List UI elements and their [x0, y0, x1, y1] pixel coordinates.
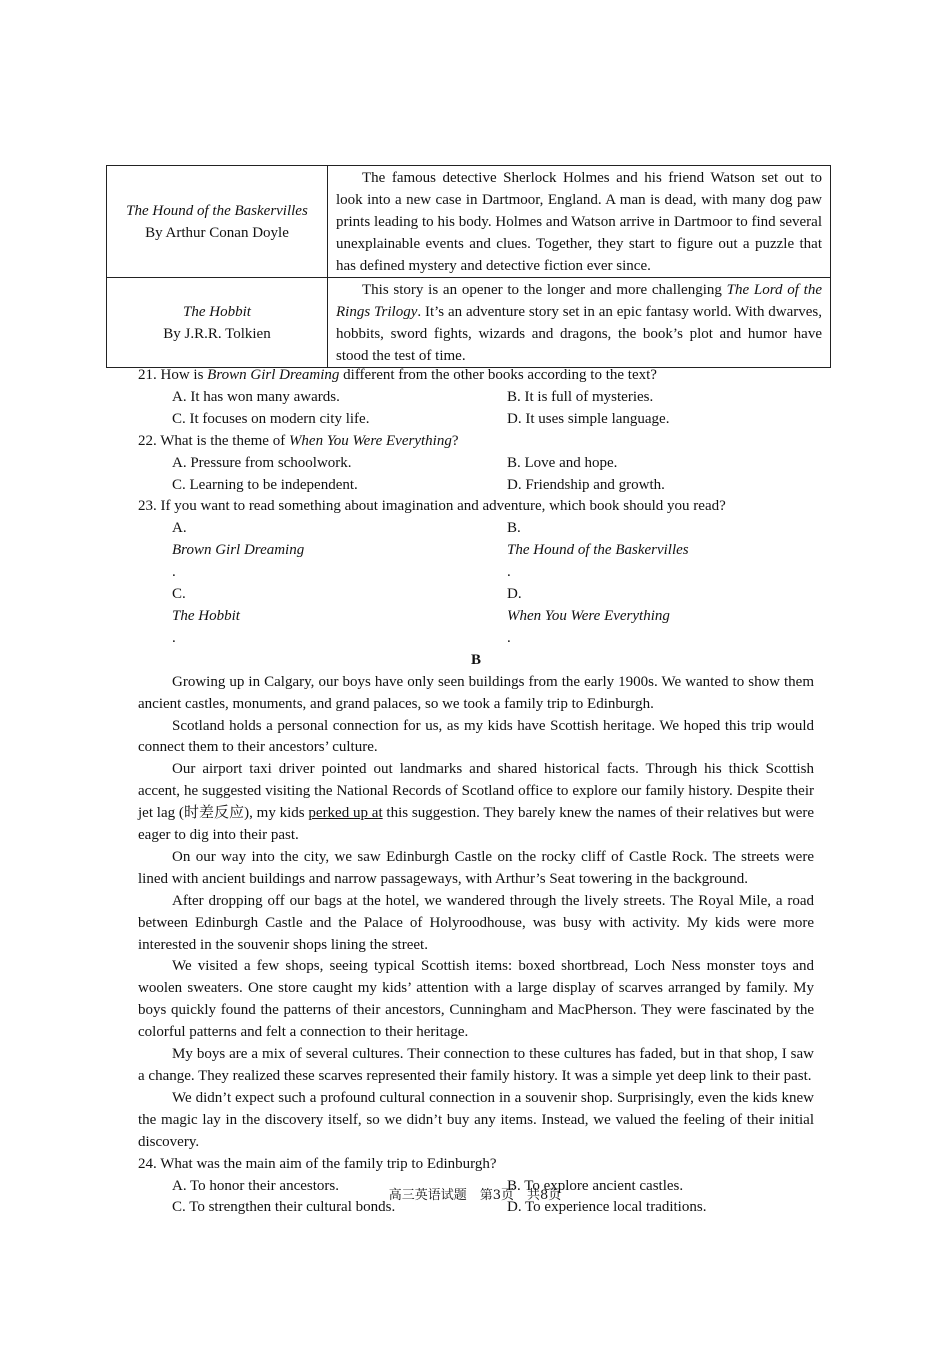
paragraph-part: Our airport taxi driver pointed out landmarks and shared historical facts. Through his thick Scottish accent, he suggested visiting the National Records of Scotland office to explore our family history. Despite their jet lag (时差反应), my kids [138, 761, 814, 822]
book-title-cell [107, 166, 328, 278]
option: B. It is full of mysteries. [507, 388, 654, 405]
option-letter: C. [172, 586, 186, 603]
question-text: different from the other books according to the text? [339, 367, 657, 383]
option: D. Friendship and growth. [507, 476, 665, 493]
description-italic-title: The Lord of the Rings Trilogy [336, 282, 822, 320]
option-end: . [507, 564, 511, 581]
book-table [106, 165, 831, 368]
option-end: . [172, 564, 176, 581]
book-description [328, 278, 831, 368]
passage-paragraph: My boys are a mix of several cultures. Their connection to these cultures has faded, but in that shop, I saw a change. They realized these scarves represented their family history. It was a simple yet deep link to their past. [138, 1046, 814, 1084]
passage-paragraph: Growing up in Calgary, our boys have only seen buildings from the early 1900s. We wanted to show them ancient castles, monuments, and grand palaces, so we took a family trip to Edinburgh. [138, 673, 814, 712]
option: C. To strengthen their cultural bonds. [172, 1199, 396, 1216]
passage-paragraph: We visited a few shops, seeing typical Scottish items: boxed shortbread, Loch Ness monster toys and woolen sweaters. One store caught my kids’ attention with a large display of scarves arranged by family. My boys quickly found the patterns of their ancestors, Cunningham and MacPherson. They were fascinated by the colorful patterns and felt a connection to their heritage. [138, 958, 814, 1041]
question-21 [138, 365, 814, 387]
paragraph-part: this suggestion. They barely knew the names of their relatives but were eager to dig into their past. [138, 805, 815, 844]
passage-paragraph [138, 759, 814, 847]
book-author: By J.R.R. Tolkien [163, 325, 271, 342]
main-content [138, 365, 814, 1219]
option [172, 518, 507, 584]
option: B. To explore ancient castles. [507, 1177, 684, 1194]
passage-paragraph: After dropping off our bags at the hotel, we wandered through the lively streets. The Royal Mile, a road between Edinburgh Castle and the Palace of Holyroodhouse, was busy with activity. My kids were more interested in the souvenir shops lining the street. [138, 892, 814, 953]
option-title: When You Were Everything [507, 607, 670, 624]
book-title: The Hobbit [183, 303, 251, 320]
table-row [107, 166, 831, 278]
description-part: This story is an opener to the longer and more challenging [362, 282, 727, 298]
option: C. It focuses on modern city life. [172, 410, 370, 427]
book-description-text: The famous detective Sherlock Holmes and his friend Watson set out to look into a new case in Dartmoor, England. A man is dead, with many dog paw prints leading to his body. Holmes and Watson arrive in Dartmoor to find several unexplainable events and clues. Together, they start to figure out a puzzle that has defined mystery and detective fiction ever since. [336, 170, 822, 274]
option: C. Learning to be independent. [172, 476, 358, 493]
underlined-phrase: perked up at [308, 805, 383, 822]
option: D. It uses simple language. [507, 410, 670, 427]
book-title-cell [107, 278, 328, 368]
option-end: . [507, 629, 511, 646]
question-italic: Brown Girl Dreaming [207, 367, 340, 383]
book-title: The Hound of the Baskervilles [126, 202, 308, 219]
page-footer: 高三英语试题 第3页 共8页 [388, 1188, 562, 1203]
passage-paragraph: Scotland holds a personal connection for us, as my kids have Scottish heritage. We hoped this trip would connect them to their ancestors’ culture. [138, 717, 814, 756]
book-description [328, 166, 831, 278]
option: D. To experience local traditions. [507, 1199, 707, 1216]
passage-paragraph: We didn’t expect such a profound cultural connection in a souvenir shop. Surprisingly, even the kids knew the magic lay in the discovery itself, so we didn’t buy any items. Instead, we valued the feeling of their initial discovery. [138, 1089, 814, 1150]
description-part: . It’s an adventure story set in an epic fantasy world. With dwarves, hobbits, sword fights, wizards and dragons, the book’s plot and humor have stood the test of time. [336, 304, 823, 364]
option-letter: B. [507, 520, 521, 537]
question-italic: When You Were Everything [288, 432, 452, 449]
option-title: The Hobbit [172, 607, 240, 624]
option [507, 584, 848, 650]
option-end: . [172, 629, 176, 646]
question-21-options [138, 387, 814, 431]
passage-paragraph: On our way into the city, we saw Edinburgh Castle on the rocky cliff of Castle Rock. The streets were lined with ancient buildings and narrow passageways, with Arthur’s Seat towering in the background. [138, 848, 814, 887]
option [507, 518, 848, 584]
question-23: 23. If you want to read something about imagination and adventure, which book should you read? [138, 498, 726, 515]
book-author: By Arthur Conan Doyle [145, 224, 289, 241]
question-22 [138, 431, 814, 453]
question-22-options [138, 453, 814, 497]
question-text: 22. What is the theme of [138, 432, 289, 449]
option: B. Love and hope. [507, 454, 618, 471]
option: A. Pressure from schoolwork. [172, 454, 352, 471]
section-heading: B [470, 651, 481, 668]
question-text: 21. How is [138, 367, 208, 383]
option-title: The Hound of the Baskervilles [507, 542, 689, 559]
option-title: Brown Girl Dreaming [172, 542, 305, 559]
table-row [107, 278, 831, 368]
question-24: 24. What was the main aim of the family trip to Edinburgh? [138, 1155, 497, 1172]
option: A. It has won many awards. [172, 388, 340, 405]
question-text: ? [451, 432, 459, 449]
option-letter: D. [507, 586, 522, 603]
option-letter: A. [172, 520, 187, 537]
book-description-text [336, 279, 822, 367]
question-23-options [138, 518, 814, 649]
option [172, 584, 507, 650]
option: A. To honor their ancestors. [172, 1177, 339, 1194]
